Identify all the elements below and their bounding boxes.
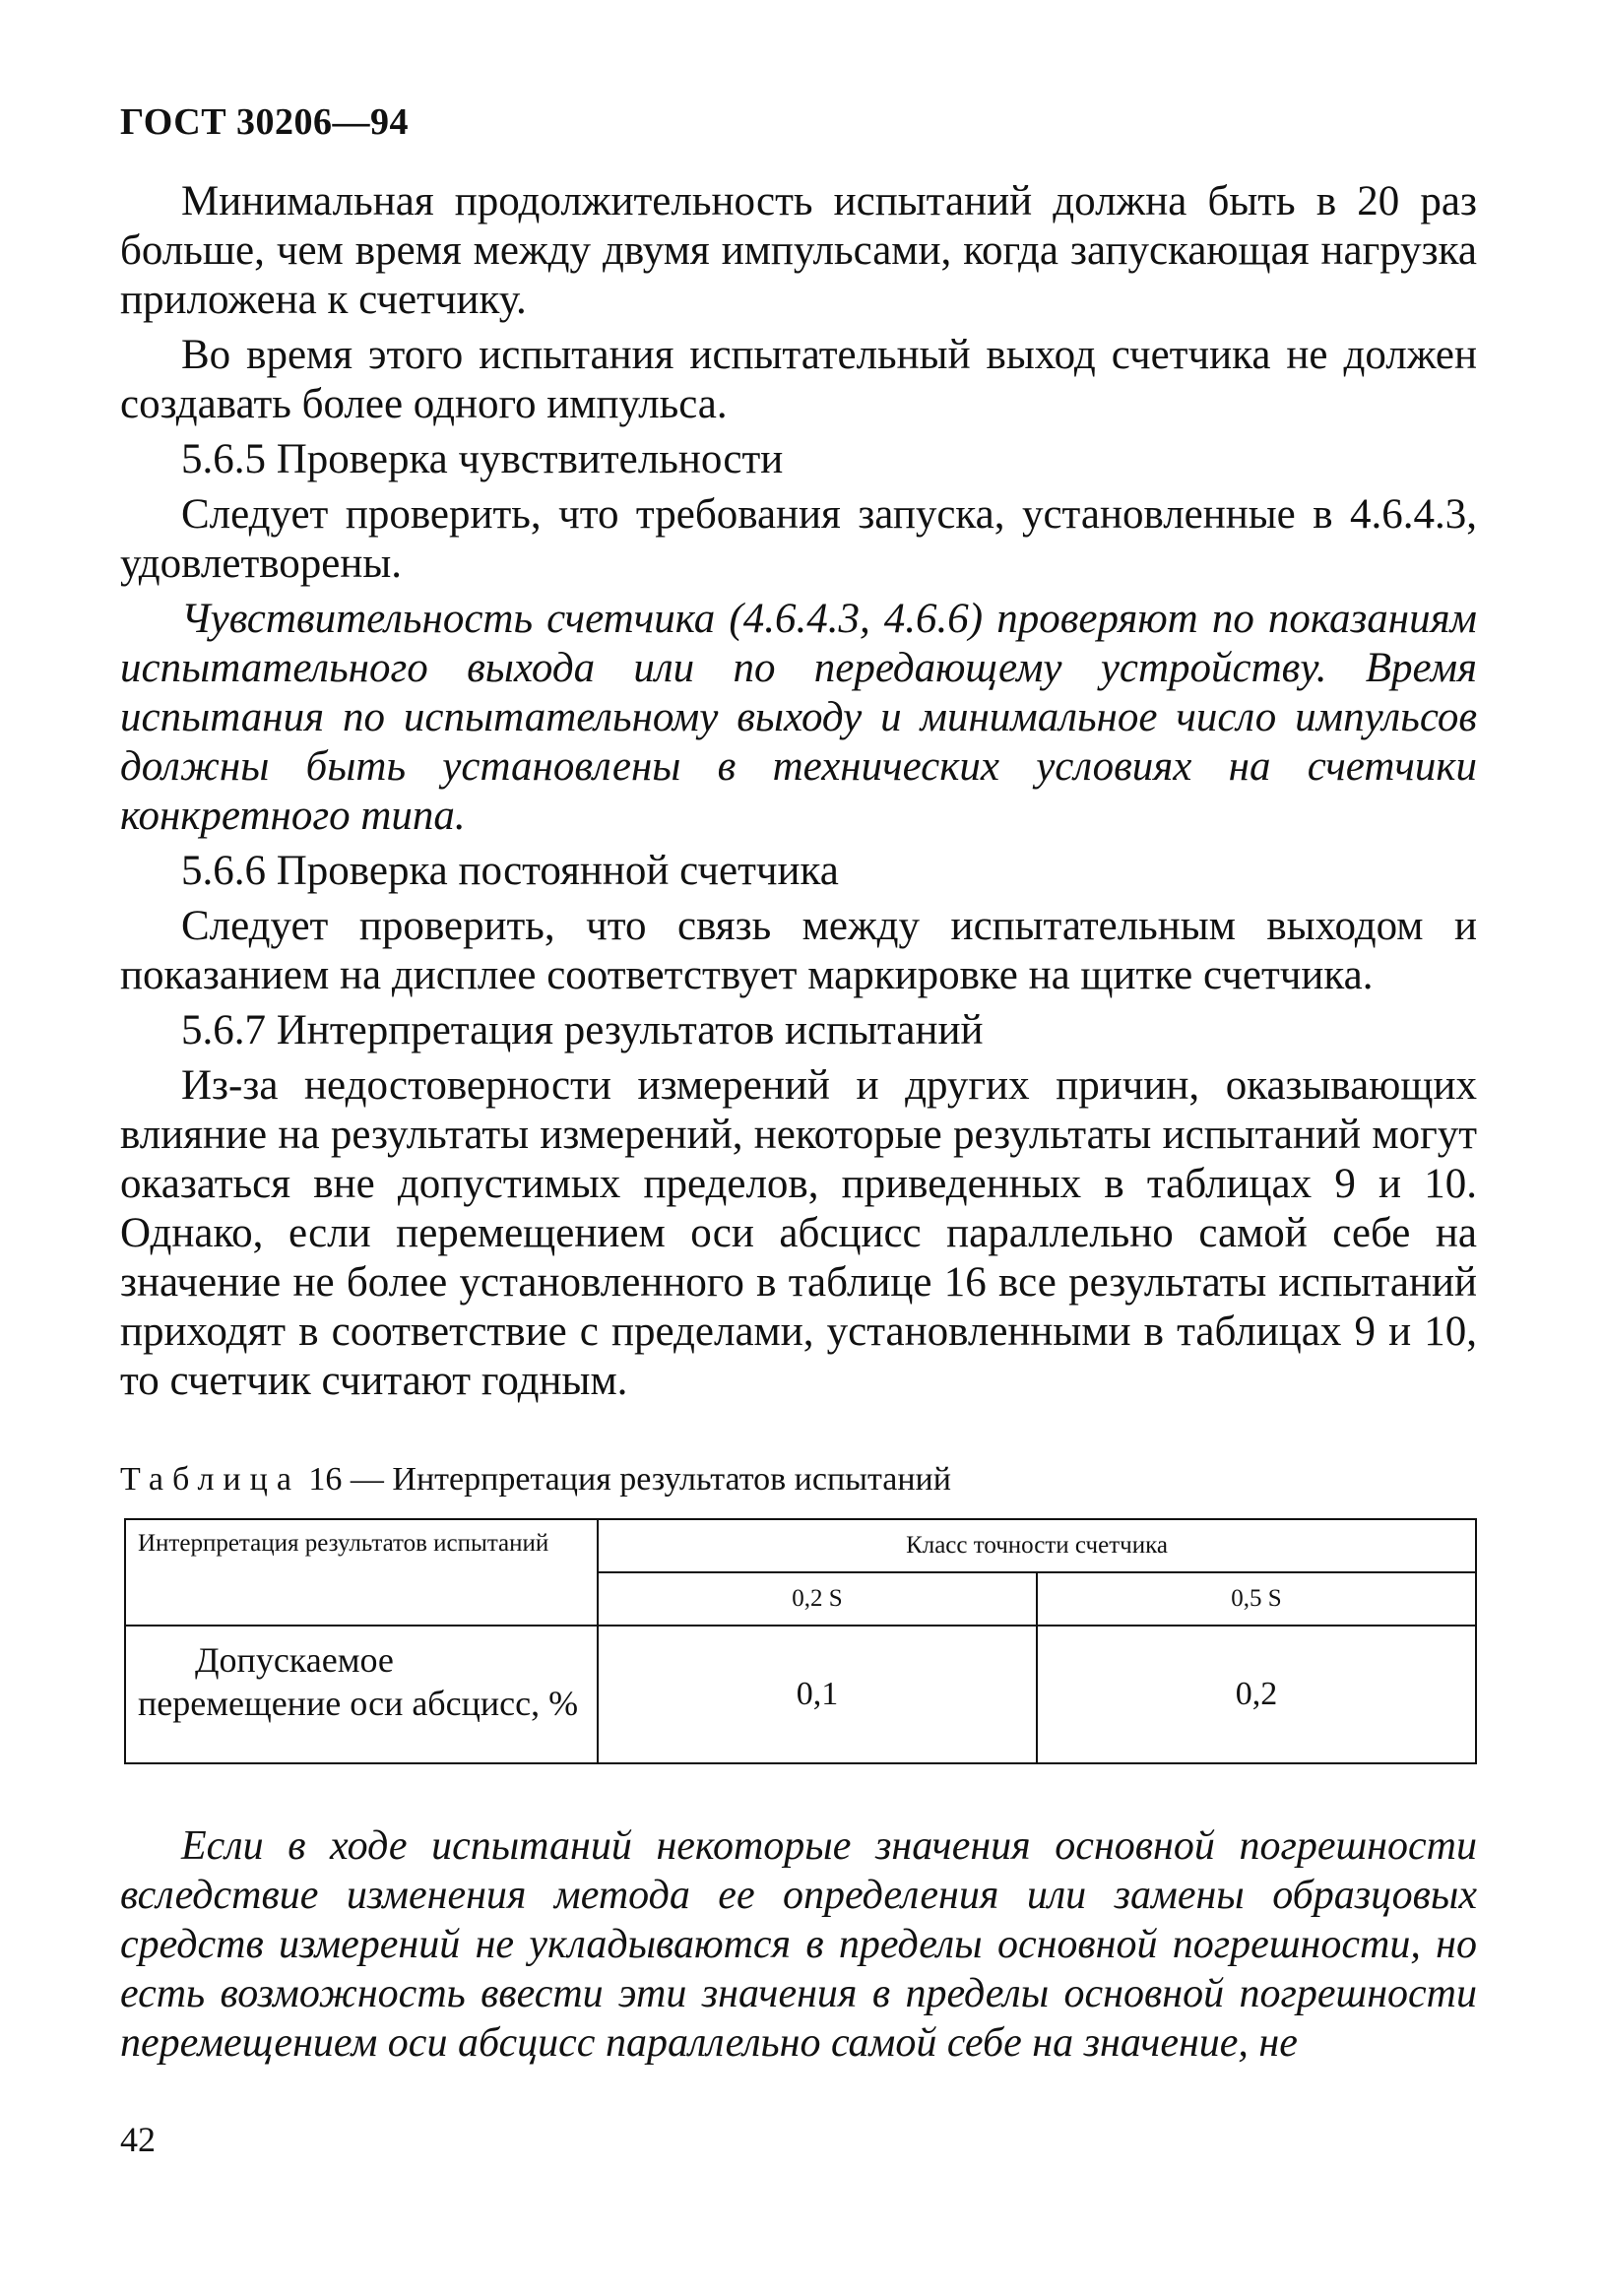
page-number: 42 [120, 2120, 156, 2159]
table-row-label-text: Допускаемое перемещение оси абсцисс, % [138, 1640, 579, 1723]
table-header-interpretation: Интерпретация результатов испытаний [125, 1519, 598, 1626]
paragraph-start-requirements: Следует проверить, что требования запуска, установленные в 4.6.4.3, удовлетворены. [120, 491, 1477, 587]
table-16 [124, 1518, 1477, 1764]
paragraph-min-duration: Минимальная продолжительность испытаний должна быть в 20 раз больше, чем время между двумя импульсами, когда запускающая нагрузка приложена к счетчику. [120, 178, 1477, 323]
paragraph-interpretation: Из-за недостоверности измерений и других причин, оказывающих влияние на результаты измерений, некоторые результаты испытаний могут оказаться вне допустимых пределов, приведенных в таблицах 9 и 10. Однако, если перемещением оси абсцисс параллельно самой себе на значение не более установленного в таблице 16 все результаты испытаний приходят в соответствие с пределами, установленными в таблицах 9 и 10, то счетчик считают годным. [120, 1062, 1477, 1404]
table-cell-0-2s: 0,1 [598, 1626, 1037, 1763]
heading-5-6-5: 5.6.5 Проверка чувствительности [181, 436, 784, 482]
heading-5-6-7: 5.6.7 Интерпретация результатов испытаний [181, 1007, 984, 1053]
table-caption-title: 16 — Интерпретация результатов испытаний [308, 1461, 951, 1498]
table-header-class-0-2s: 0,2 S [598, 1572, 1037, 1626]
paragraph-sensitivity-italic: Чувствительность счетчика (4.6.4.3, 4.6.6) проверяют по показаниям испытательного выхода или по передающему устройству. Время испытания по испытательному выходу и минимальное число импульсов должны быть установлены в технических условиях на счетчики конкретного типа. [120, 596, 1477, 839]
body-text [120, 177, 1477, 1412]
table-cell-0-5s: 0,2 [1037, 1626, 1476, 1763]
paragraph-after-table-italic: Если в ходе испытаний некоторые значения основной погрешности вследствие изменения метода ее определения или замены образцовых средств измерений не укладываются в пределы основной погрешности, но есть возможность ввести эти значения в пределы основной погрешности перемещением оси абсцисс параллельно самой себе на значение, не [120, 1823, 1477, 2066]
table-header-class-0-5s: 0,5 S [1037, 1572, 1476, 1626]
table-header-accuracy-class: Класс точности счетчика [598, 1519, 1476, 1572]
heading-5-6-6: 5.6.6 Проверка постоянной счетчика [181, 848, 839, 894]
document-header: ГОСТ 30206—94 [120, 101, 410, 143]
paragraph-constant-check: Следует проверить, что связь между испытательным выходом и показанием на дисплее соответствует маркировке на щитке счетчика. [120, 903, 1477, 998]
paragraph-single-pulse: Во время этого испытания испытательный выход счетчика не должен создавать более одного импульса. [120, 332, 1477, 427]
table-caption-word: Таблица [120, 1461, 300, 1498]
table-caption [120, 1460, 1477, 1499]
table-row-label [125, 1626, 598, 1763]
